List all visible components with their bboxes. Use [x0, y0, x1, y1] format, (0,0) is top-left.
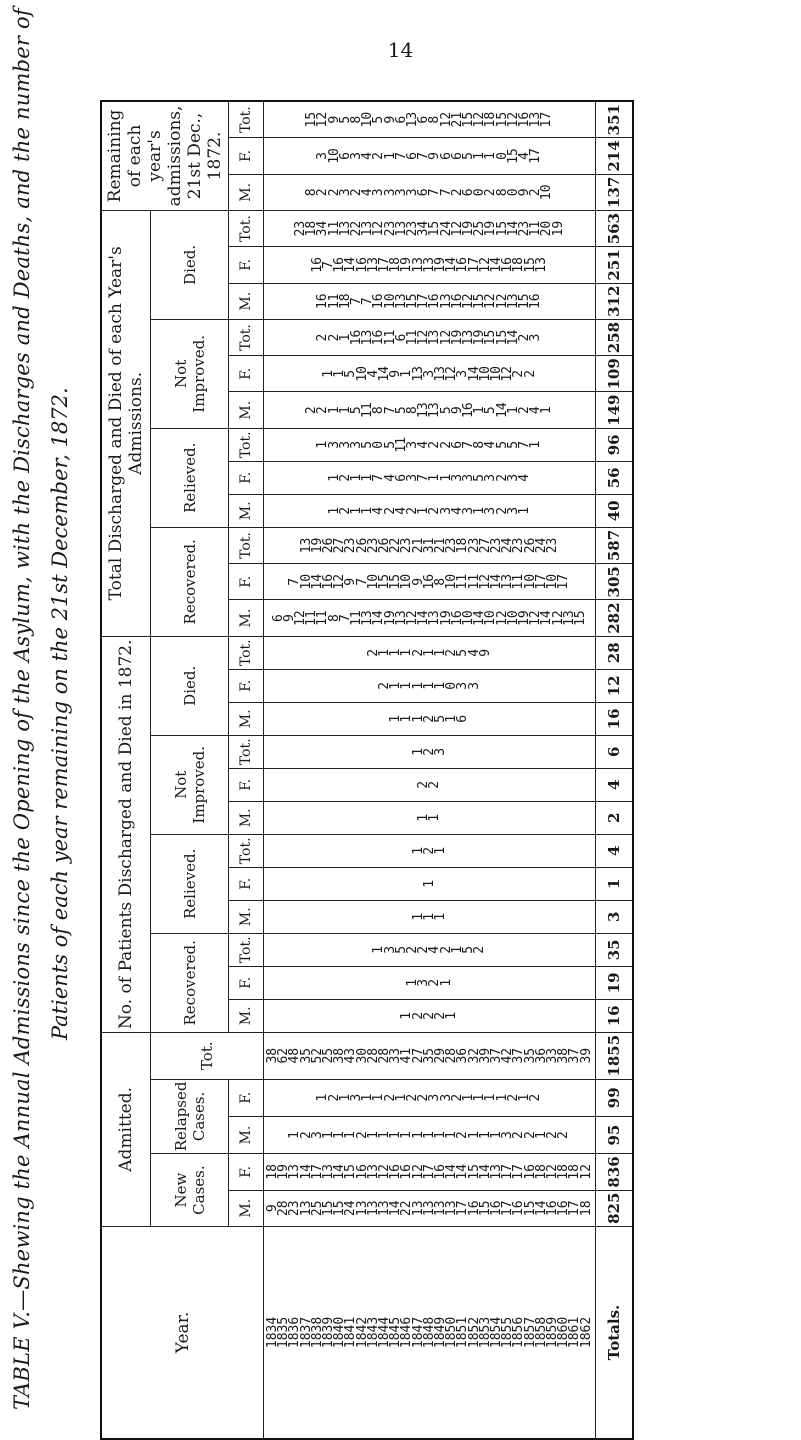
totals-row — [595, 101, 633, 1439]
total-dd-recovered-tot: 35 — [595, 933, 633, 966]
admitted-relapsed-m: 1 2 3 1 1 1 2 1 1 1 1 1 1 1 1 2 1 1 1 3 2 2 1 2 2 — [264, 1116, 596, 1153]
total-td-recovered-m: 282 — [595, 600, 633, 636]
total-admitted-new-m: 825 — [595, 1190, 633, 1226]
remaining-tot: 15 12 9 5 8 10 5 9 6 13 6 8 12 21 15 12 18 15 12 16 13 17 — [264, 101, 596, 138]
header-tot: Tot. — [229, 834, 264, 867]
total-td-relieved-f: 56 — [595, 461, 633, 494]
dd-died-m: 1 1 1 2 5 1 6 — [264, 702, 596, 735]
header-dd-not-improved: Not Improved. — [151, 735, 229, 834]
page-number: 14 — [387, 38, 414, 62]
header-tot: Tot. — [229, 735, 264, 768]
td-died-f: 16 7 16 14 16 13 17 18 19 13 13 19 14 16 17 12 14 16 18 15 13 — [264, 247, 596, 283]
td-not-improved-tot: 2 2 1 16 13 16 11 6 11 12 13 12 19 13 19 15 15 14 2 3 — [264, 319, 596, 355]
header-m: M. — [229, 600, 264, 636]
header-m: M. — [229, 999, 264, 1032]
header-f: F. — [229, 1154, 264, 1190]
header-tot: Tot. — [229, 933, 264, 966]
td-not-improved-m: 2 2 1 1 5 11 8 7 5 8 13 13 5 9 16 1 5 14 1 2 4 1 — [264, 392, 596, 428]
total-dd-not-improved-tot: 6 — [595, 735, 633, 768]
total-remaining-m: 137 — [595, 174, 633, 210]
total-dd-died-m: 16 — [595, 702, 633, 735]
header-m: M. — [229, 900, 264, 933]
td-recovered-tot: 13 19 26 27 23 26 23 26 22 23 21 31 21 23 18 23 27 23 24 23 26 24 23 — [264, 527, 596, 563]
td-recovered-f: 7 10 14 16 12 9 7 10 15 15 10 9 16 8 10 11 11 12 14 13 11 10 17 10 17 — [264, 564, 596, 600]
header-tot: Tot. — [229, 319, 264, 355]
header-f: F. — [229, 768, 264, 801]
header-td-relieved: Relieved. — [151, 428, 229, 527]
header-f: F. — [229, 564, 264, 600]
header-remaining: Remaining of each year's admissions, 21st Dec., 1872. — [101, 101, 229, 210]
td-relieved-tot: 1 3 3 3 5 0 5 11 3 4 2 2 6 7 8 4 5 5 7 1 — [264, 428, 596, 461]
statistics-table-rotated — [100, 100, 750, 1440]
total-dd-died-tot: 28 — [595, 636, 633, 669]
dd-recovered-m: 1 2 2 2 1 — [264, 999, 596, 1032]
totals-label: Totals. — [595, 1226, 633, 1439]
total-dd-died-f: 12 — [595, 669, 633, 702]
table-title-line-1: TABLE V.—Shewing the Annual Admissions since the Opening of the Asylum, with the Discharges and Deaths, and the number of — [10, 8, 34, 1410]
admitted-new-m: 9 28 23 13 25 15 15 24 13 13 13 14 22 13 13 13 13 17 16 15 16 17 16 15 14 16 16 17 18 — [264, 1190, 596, 1226]
total-td-not-improved-m: 149 — [595, 392, 633, 428]
header-td-not-improved: Not Improved. — [151, 319, 229, 428]
table-body-row — [264, 101, 596, 1439]
header-f: F. — [229, 669, 264, 702]
total-admitted-tot: 1855 — [595, 1032, 633, 1079]
dd-not-improved-f: 2 2 — [264, 768, 596, 801]
header-f: F. — [229, 356, 264, 392]
header-admitted-total: Tot. — [151, 1032, 264, 1079]
header-tot: Tot. — [229, 636, 264, 669]
total-dd-not-improved-m: 2 — [595, 801, 633, 834]
header-relapsed-cases: Relapsed Cases. — [151, 1079, 229, 1154]
header-dd-relieved: Relieved. — [151, 834, 229, 933]
dd-died-f: 2 1 1 1 1 1 0 3 3 — [264, 669, 596, 702]
header-m: M. — [229, 174, 264, 210]
header-year: Year. — [101, 1226, 264, 1439]
dd-relieved-m: 1 1 1 — [264, 900, 596, 933]
header-m: M. — [229, 702, 264, 735]
td-died-m: 16 11 18 7 7 16 10 13 15 17 16 13 16 12 15 12 12 13 15 16 — [264, 283, 596, 319]
total-td-died-m: 312 — [595, 283, 633, 319]
header-m: M. — [229, 283, 264, 319]
header-new-cases: New Cases. — [151, 1154, 229, 1227]
header-td-died: Died. — [151, 210, 229, 319]
header-dd-died: Died. — [151, 636, 229, 735]
admitted-new-f: 18 19 13 14 17 13 14 15 16 13 12 16 16 12 17 16 14 14 15 14 13 17 17 16 18 12 18 18 12 — [264, 1154, 596, 1190]
header-tot: Tot. — [229, 210, 264, 246]
statistics-table — [100, 100, 634, 1440]
total-dd-relieved-m: 3 — [595, 900, 633, 933]
total-td-recovered-tot: 587 — [595, 527, 633, 563]
header-f: F. — [229, 138, 264, 174]
total-td-relieved-tot: 96 — [595, 428, 633, 461]
total-remaining-f: 214 — [595, 138, 633, 174]
header-discharged-1872: No. of Patients Discharged and Died in 1872. — [101, 636, 151, 1032]
total-dd-recovered-m: 16 — [595, 999, 633, 1032]
total-td-relieved-m: 40 — [595, 494, 633, 527]
header-m: M. — [229, 392, 264, 428]
total-dd-relieved-f: 1 — [595, 867, 633, 900]
header-tot: Tot. — [229, 428, 264, 461]
admitted-relapsed-f: 1 2 1 3 1 1 2 1 2 2 3 3 2 1 1 1 1 2 1 2 — [264, 1079, 596, 1116]
header-f: F. — [229, 461, 264, 494]
header-f: F. — [229, 966, 264, 999]
remaining-f: 3 10 6 3 4 2 1 7 6 7 9 6 6 5 1 1 0 15 4 17 — [264, 138, 596, 174]
header-m: M. — [229, 801, 264, 834]
total-td-recovered-f: 305 — [595, 564, 633, 600]
admitted-total: 38 62 48 35 52 25 38 43 30 28 28 33 41 27 35 29 28 36 32 39 37 42 37 35 36 33 38 37 39 — [264, 1032, 596, 1079]
dd-recovered-f: 1 3 2 1 — [264, 966, 596, 999]
total-td-died-tot: 563 — [595, 210, 633, 246]
header-m: M. — [229, 1116, 264, 1153]
total-dd-not-improved-f: 4 — [595, 768, 633, 801]
dd-died-tot: 2 1 1 1 2 1 1 2 5 4 9 — [264, 636, 596, 669]
header-f: F. — [229, 867, 264, 900]
table-title-line-2: Patients of each year remaining on the 21st December, 1872. — [48, 387, 72, 1040]
dd-recovered-tot: 1 3 5 2 2 4 2 1 5 2 — [264, 933, 596, 966]
dd-not-improved-m: 1 1 — [264, 801, 596, 834]
remaining-m: 8 2 2 3 2 4 3 3 3 3 6 7 7 2 6 0 2 8 0 9 2 10 — [264, 174, 596, 210]
dd-relieved-tot: 1 2 1 — [264, 834, 596, 867]
header-tot: Tot. — [229, 101, 264, 138]
total-td-not-improved-tot: 258 — [595, 319, 633, 355]
year-column: 1834 1835 1836 1837 1838 1839 1840 1841 1842 1843 1844 1845 1846 1847 1848 1849 1850 1851 1852 1853 1854 1855 1856 1857 1858 1859 1860 1861 1862 — [264, 1226, 596, 1439]
total-td-not-improved-f: 109 — [595, 356, 633, 392]
table-title — [0, 0, 100, 1433]
header-tot: Tot. — [229, 527, 264, 563]
total-dd-relieved-tot: 4 — [595, 834, 633, 867]
dd-relieved-f: 1 — [264, 867, 596, 900]
td-relieved-f: 1 2 1 1 7 4 6 3 7 1 1 3 3 5 3 2 3 4 — [264, 461, 596, 494]
dd-not-improved-tot: 1 2 3 — [264, 735, 596, 768]
header-f: F. — [229, 247, 264, 283]
total-td-died-f: 251 — [595, 247, 633, 283]
header-admitted: Admitted. — [101, 1032, 151, 1226]
header-m: M. — [229, 494, 264, 527]
td-not-improved-f: 1 1 5 10 4 14 9 1 13 3 13 12 3 14 10 10 12 2 2 — [264, 356, 596, 392]
total-remaining-tot: 351 — [595, 101, 633, 138]
td-recovered-m: 6 9 12 11 11 8 7 11 13 14 19 13 12 14 13 19 16 10 14 10 12 10 19 12 14 12 13 15 — [264, 600, 596, 636]
header-td-recovered: Recovered. — [151, 527, 229, 636]
header-m: M. — [229, 1190, 264, 1226]
header-dd-recovered: Recovered. — [151, 933, 229, 1032]
td-died-tot: 23 18 34 11 13 22 13 12 23 13 23 34 15 24 12 19 25 19 15 14 23 11 20 19 — [264, 210, 596, 246]
total-admitted-relapsed-m: 95 — [595, 1116, 633, 1153]
total-admitted-new-f: 836 — [595, 1154, 633, 1190]
header-f: F. — [229, 1079, 264, 1116]
td-relieved-m: 1 2 1 1 4 2 4 2 1 2 3 4 3 1 3 2 3 1 — [264, 494, 596, 527]
total-admitted-relapsed-f: 99 — [595, 1079, 633, 1116]
total-dd-recovered-f: 19 — [595, 966, 633, 999]
header-total-discharged: Total Discharged and Died of each Year's Admissions. — [101, 210, 151, 636]
